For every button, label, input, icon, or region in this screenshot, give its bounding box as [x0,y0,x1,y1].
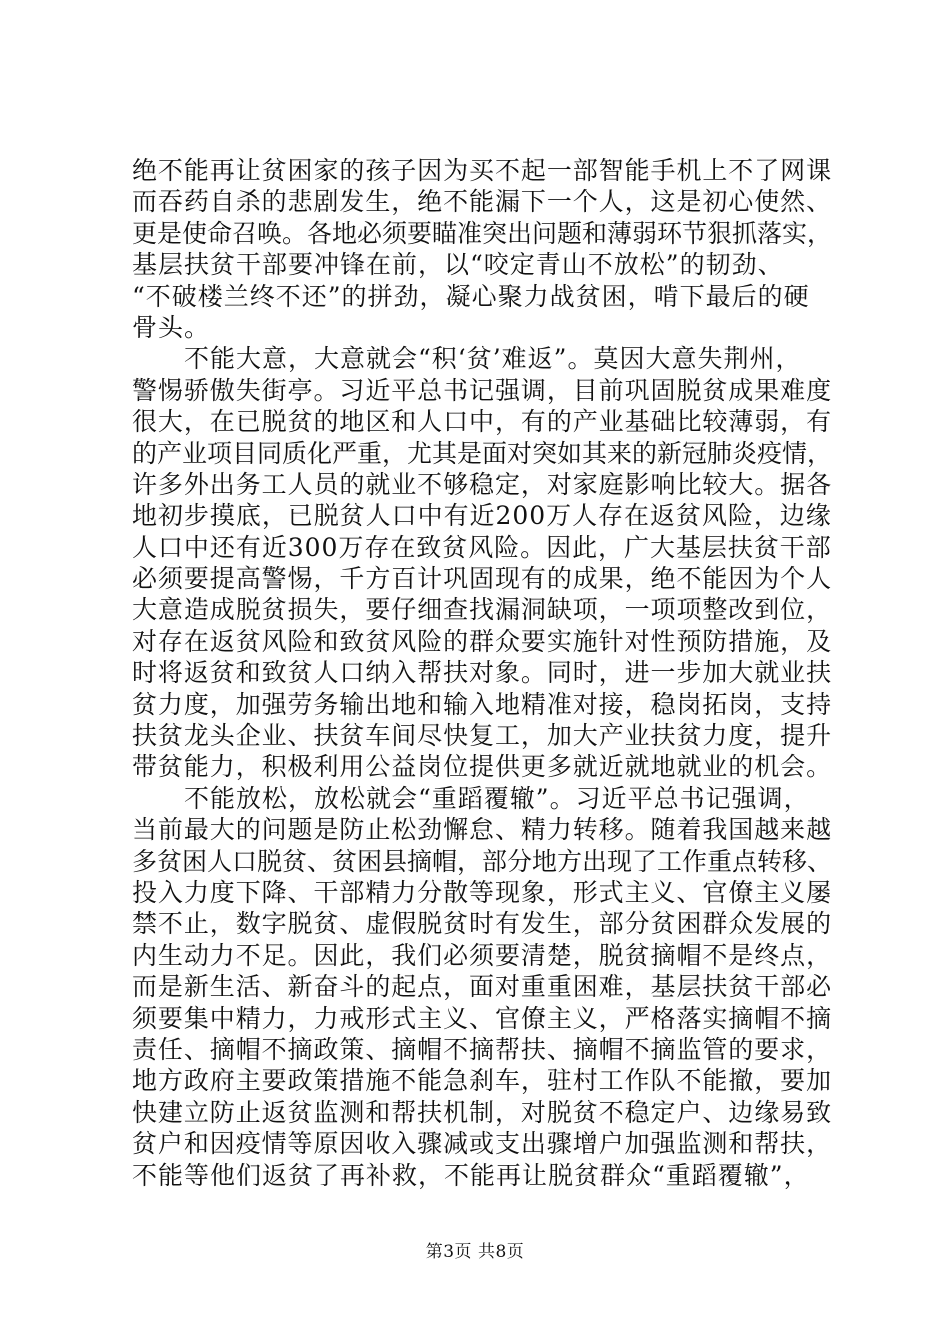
text-line: 当前最大的问题是防止松劲懈怠、精力转移。随着我国越来越 [132,815,833,845]
text-line: 而是新生活、新奋斗的起点，面对重重困难，基层扶贫干部必 [132,972,833,1002]
text-line: 责任、摘帽不摘政策、摘帽不摘帮扶、摘帽不摘监管的要求， [132,1034,833,1064]
text-line: 时将返贫和致贫人口纳入帮扶对象。同时，进一步加大就业扶 [132,658,833,688]
text-line: “不破楼兰终不还”的拼劲，凝心聚力战贫困，啃下最后的硬 [132,281,810,311]
text-line: 投入力度下降、干部精力分散等现象，形式主义、官僚主义屡 [132,877,833,907]
text-line: 不能放松，放松就会“重蹈覆辙”。习近平总书记强调， [132,783,810,813]
text-line: 地初步摸底，已脱贫人口中有近200万人存在返贫风险，边缘 [132,501,832,531]
text-line: 绝不能再让贫困家的孩子因为买不起一部智能手机上不了网课 [132,156,833,185]
text-line: 不能等他们返贫了再补救，不能再让脱贫群众“重蹈覆辙”， [132,1160,810,1190]
text-line: 对存在返贫风险和致贫风险的群众要实施针对性预防措施，及 [132,626,833,656]
text-line: 的产业项目同质化严重，尤其是面对突如其来的新冠肺炎疫情， [132,438,833,468]
text-line: 地方政府主要政策措施不能急刹车，驻村工作队不能撤，要加 [132,1066,833,1096]
text-line: 带贫能力，积极利用公益岗位提供更多就近就地就业的机会。 [132,752,833,782]
text-line: 快建立防止返贫监测和帮扶机制，对脱贫不稳定户、边缘易致 [132,1097,833,1127]
text-line: 人口中还有近300万存在致贫风险。因此，广大基层扶贫干部 [132,532,832,562]
text-line: 禁不止，数字脱贫、虚假脱贫时有发生，部分贫困群众发展的 [132,909,833,939]
text-line: 大意造成脱贫损失，要仔细查找漏洞缺项，一项项整改到位， [132,595,833,625]
text-line: 很大，在已脱贫的地区和人口中，有的产业基础比较薄弱，有 [132,407,833,437]
text-line: 贫户和因疫情等原因收入骤减或支出骤增户加强监测和帮扶， [132,1129,833,1159]
text-line: 必须要提高警惕，千方百计巩固现有的成果，绝不能因为个人 [132,564,833,594]
text-line: 基层扶贫干部要冲锋在前，以“咬定青山不放松”的韧劲、 [132,250,784,280]
text-line: 扶贫龙头企业、扶贫车间尽快复工，加大产业扶贫力度，提升 [132,721,833,751]
text-line: 而吞药自杀的悲剧发生，绝不能漏下一个人，这是初心使然、 [132,187,833,217]
page-footer: 第3页 共8页 [425,1242,525,1262]
text-line: 警惕骄傲失街亭。习近平总书记强调，目前巩固脱贫成果难度 [132,375,833,405]
text-line: 须要集中精力，力戒形式主义、官僚主义，严格落实摘帽不摘 [132,1003,833,1033]
text-line: 不能大意，大意就会“积‘贫’难返”。莫因大意失荆州， [132,344,802,374]
text-line: 多贫困人口脱贫、贫困县摘帽，部分地方出现了工作重点转移、 [132,846,833,876]
text-line: 贫力度，加强劳务输出地和输入地精准对接，稳岗拓岗，支持 [132,689,833,719]
text-line: 许多外出务工人员的就业不够稳定，对家庭影响比较大。据各 [132,469,833,499]
text-line: 内生动力不足。因此，我们必须要清楚，脱贫摘帽不是终点， [132,940,833,970]
text-line: 骨头。 [132,312,211,342]
text-line: 更是使命召唤。各地必须要瞄准突出问题和薄弱环节狠抓落实， [132,218,833,248]
body-text [132,155,832,1191]
